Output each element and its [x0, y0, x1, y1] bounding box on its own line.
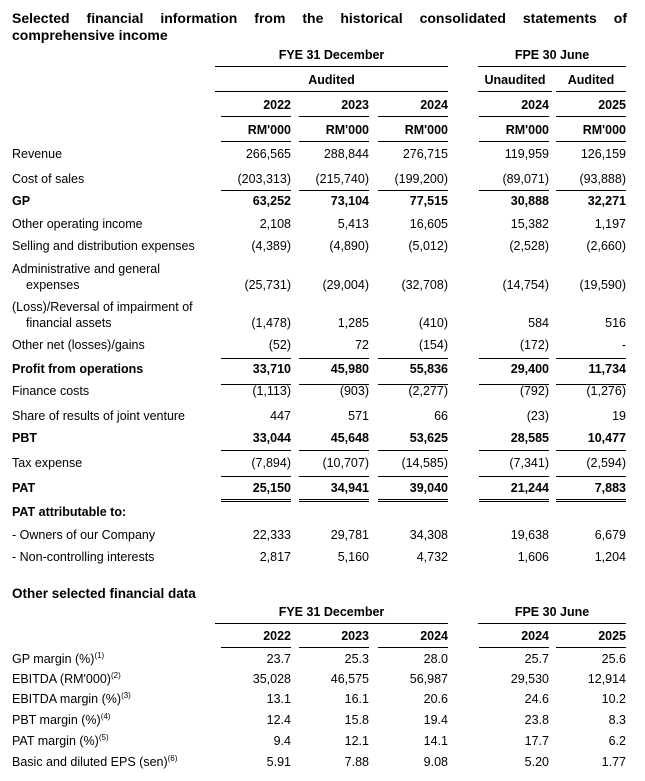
row-value: (1,113) — [252, 384, 291, 398]
row-label: Tax expense — [12, 456, 83, 470]
row-value: 126,159 — [580, 147, 626, 161]
row-value: - — [621, 338, 626, 352]
row-value: (792) — [519, 384, 549, 398]
row-label: PBT — [12, 431, 37, 445]
year-rule — [378, 116, 448, 117]
footnote-ref: (4) — [100, 711, 111, 721]
row-value: 45,648 — [330, 431, 369, 445]
other-label-text: GP margin (%) — [12, 652, 95, 666]
row-value: 119,959 — [504, 147, 549, 161]
other-heading: Other selected financial data — [12, 586, 196, 601]
other-row-value: 29,530 — [510, 672, 549, 686]
other-row-value: 23.8 — [524, 713, 549, 727]
row-value: 22,333 — [252, 528, 291, 542]
other-row-value: 20.6 — [423, 692, 448, 706]
other-row-value: 28.0 — [423, 652, 448, 666]
subtotal-rule — [378, 476, 448, 477]
header-audited-rule — [215, 91, 448, 92]
other-year: 2024 — [420, 629, 448, 643]
other-row-value: 35,028 — [252, 672, 291, 686]
header-audited-fpe: Audited — [567, 73, 615, 87]
subtotal-rule-2 — [299, 384, 369, 385]
other-row-value: 25.6 — [601, 652, 626, 666]
row-value: 29,400 — [510, 362, 549, 376]
subtotal-rule-2 — [479, 384, 549, 385]
header-unit: RM'000 — [404, 123, 448, 137]
header-year: 2024 — [521, 98, 549, 112]
subtotal-rule-2 — [556, 384, 626, 385]
subtotal-rule — [479, 499, 549, 502]
row-value: (1,478) — [251, 316, 291, 330]
header-unit: RM'000 — [505, 123, 549, 137]
row-value: 11,734 — [588, 362, 626, 376]
header-audited: Audited — [308, 73, 355, 87]
row-value: 2,108 — [259, 217, 291, 231]
header-audited-fpe-rule — [556, 91, 626, 92]
other-row-value: 9.4 — [273, 734, 291, 748]
other-row-value: 19.4 — [423, 713, 448, 727]
row-value: 77,515 — [409, 194, 448, 208]
row-label: - Owners of our Company — [12, 528, 156, 542]
other-row-value: 16.1 — [344, 692, 369, 706]
row-label-cont: financial assets — [26, 316, 112, 330]
row-value: (93,888) — [579, 172, 626, 186]
row-value: 584 — [528, 316, 549, 330]
other-row-value: 46,575 — [330, 672, 369, 686]
subtotal-rule — [479, 190, 549, 191]
other-row-value: 25.7 — [524, 652, 549, 666]
other-label-text: Basic and diluted EPS (sen) — [12, 755, 168, 769]
row-value: 45,980 — [330, 362, 369, 376]
other-row-value: 12.1 — [344, 734, 369, 748]
other-year-rule — [378, 647, 448, 648]
header-unit: RM'000 — [582, 123, 626, 137]
footnote-ref: (5) — [98, 732, 109, 742]
row-value: (2,660) — [586, 239, 626, 253]
year-rule — [299, 116, 369, 117]
row-value: 30,888 — [510, 194, 549, 208]
row-value: 73,104 — [330, 194, 369, 208]
row-value: 447 — [270, 409, 291, 423]
unit-rule — [556, 141, 626, 142]
row-label: Share of results of joint venture — [12, 409, 186, 423]
header-unit: RM'000 — [325, 123, 369, 137]
other-row-label — [12, 734, 109, 748]
subtotal-rule — [556, 476, 626, 477]
subtotal-rule — [479, 476, 549, 477]
row-value: 19,638 — [510, 528, 549, 542]
year-rule — [479, 116, 549, 117]
subtotal-rule-3 — [556, 450, 626, 451]
other-fpe-rule — [478, 623, 626, 624]
row-value: (4,890) — [329, 239, 369, 253]
subtotal-rule — [378, 499, 448, 502]
subtotal-rule — [556, 358, 626, 359]
row-value: (89,071) — [502, 172, 549, 186]
other-row-label — [12, 692, 131, 706]
row-value: 55,836 — [409, 362, 448, 376]
row-value: (52) — [268, 338, 291, 352]
subtotal-rule-3 — [299, 450, 369, 451]
row-value: (5,012) — [408, 239, 448, 253]
page-title: Selected financial information from the historical consolidated statements of — [12, 10, 627, 26]
header-year: 2022 — [263, 98, 291, 112]
header-unaudited: Unaudited — [484, 73, 546, 87]
header-year: 2025 — [598, 98, 626, 112]
row-value: 571 — [348, 409, 369, 423]
other-year-rule — [479, 647, 549, 648]
row-value: 39,040 — [409, 481, 448, 495]
subtotal-rule — [299, 476, 369, 477]
row-value: 29,781 — [330, 528, 369, 542]
row-value: 34,308 — [409, 528, 448, 542]
row-value: (172) — [519, 338, 549, 352]
other-row-value: 12.4 — [266, 713, 291, 727]
subtotal-rule — [299, 499, 369, 502]
other-row-value: 14.1 — [423, 734, 448, 748]
other-row-value: 7.88 — [344, 755, 369, 769]
row-label: Other net (losses)/gains — [12, 338, 145, 352]
other-row-value: 10.2 — [601, 692, 626, 706]
other-label-text: PBT margin (%) — [12, 713, 101, 727]
unit-rule — [378, 141, 448, 142]
header-fye-rule — [215, 66, 448, 67]
row-value: (23) — [526, 409, 549, 423]
row-value: (7,341) — [509, 456, 549, 470]
other-row-value: 56,987 — [409, 672, 448, 686]
row-value: (2,594) — [586, 456, 626, 470]
other-year: 2025 — [598, 629, 626, 643]
row-value: 1,606 — [517, 550, 549, 564]
row-value: (32,708) — [401, 278, 448, 292]
row-value: (2,528) — [509, 239, 549, 253]
other-row-value: 15.8 — [344, 713, 369, 727]
row-value: 15,382 — [510, 217, 549, 231]
row-value: 1,285 — [337, 316, 369, 330]
subtotal-rule-3 — [479, 450, 549, 451]
row-value: (7,894) — [251, 456, 291, 470]
unit-rule — [221, 141, 291, 142]
subtotal-rule — [556, 190, 626, 191]
subtotal-rule — [221, 476, 291, 477]
other-header-fye: FYE 31 December — [278, 605, 385, 619]
subtotal-rule — [221, 358, 291, 359]
row-label: (Loss)/Reversal of impairment of — [12, 300, 193, 314]
year-rule — [556, 116, 626, 117]
footnote-ref: (6) — [167, 753, 178, 763]
footnote-ref: (3) — [121, 690, 131, 700]
row-label: GP — [12, 194, 31, 208]
row-value: 1,197 — [594, 217, 626, 231]
row-label: PAT — [12, 481, 36, 495]
other-row-value: 5.20 — [524, 755, 549, 769]
row-value: (25,731) — [244, 278, 291, 292]
subtotal-rule — [378, 358, 448, 359]
other-row-value: 25.3 — [344, 652, 369, 666]
row-value: 516 — [605, 316, 626, 330]
row-value: (4,389) — [251, 239, 291, 253]
subtotal-rule — [221, 190, 291, 191]
header-fye: FYE 31 December — [278, 48, 385, 62]
other-row-value: 8.3 — [608, 713, 626, 727]
row-label: Cost of sales — [12, 172, 85, 186]
row-value: 33,710 — [252, 362, 291, 376]
row-value: 16,605 — [409, 217, 448, 231]
row-value: 63,252 — [252, 194, 291, 208]
header-unit: RM'000 — [247, 123, 291, 137]
footnote-ref: (1) — [94, 650, 105, 660]
other-label-text: EBITDA margin (%) — [12, 692, 122, 706]
row-value: 25,150 — [252, 481, 291, 495]
header-year: 2024 — [420, 98, 448, 112]
other-label-text: EBITDA (RM'000) — [12, 672, 111, 686]
page-title-line2: comprehensive income — [12, 27, 168, 43]
other-year-rule — [221, 647, 291, 648]
other-row-value: 17.7 — [524, 734, 549, 748]
other-row-label — [12, 652, 104, 666]
row-value: 7,883 — [594, 481, 626, 495]
row-value: 32,271 — [587, 194, 626, 208]
row-value: 5,413 — [337, 217, 369, 231]
row-value: 21,244 — [510, 481, 549, 495]
row-value: 1,204 — [594, 550, 626, 564]
row-value: (2,277) — [408, 384, 448, 398]
row-value: 5,160 — [337, 550, 369, 564]
row-value: (154) — [418, 338, 448, 352]
row-value: 34,941 — [330, 481, 369, 495]
subtotal-rule-3 — [378, 450, 448, 451]
subtotal-rule — [299, 190, 369, 191]
row-value: (1,276) — [586, 384, 626, 398]
other-year: 2023 — [341, 629, 369, 643]
row-value: 288,844 — [323, 147, 369, 161]
other-label-text: PAT margin (%) — [12, 734, 99, 748]
header-fpe-rule — [478, 66, 626, 67]
row-value: 72 — [355, 338, 369, 352]
row-label: Other operating income — [12, 217, 143, 231]
other-year-rule — [556, 647, 626, 648]
row-value: 266,565 — [245, 147, 291, 161]
subtotal-rule — [378, 190, 448, 191]
row-value: (203,313) — [237, 172, 291, 186]
other-row-value: 12,914 — [587, 672, 626, 686]
row-label: Profit from operations — [12, 362, 144, 376]
row-value: 66 — [434, 409, 448, 423]
row-label-cont: expenses — [26, 278, 80, 292]
row-value: 2,817 — [259, 550, 291, 564]
row-value: (10,707) — [322, 456, 369, 470]
row-value: (903) — [339, 384, 369, 398]
row-value: 53,625 — [409, 431, 448, 445]
year-rule — [221, 116, 291, 117]
row-value: (410) — [418, 316, 448, 330]
other-year-rule — [299, 647, 369, 648]
row-label: Finance costs — [12, 384, 90, 398]
other-year: 2024 — [521, 629, 549, 643]
other-row-label — [12, 672, 121, 686]
subtotal-rule-3 — [221, 450, 291, 451]
row-value: (199,200) — [394, 172, 448, 186]
row-value: (14,754) — [502, 278, 549, 292]
subtotal-rule-2 — [378, 384, 448, 385]
header-unaudited-rule — [478, 91, 552, 92]
row-label: PAT attributable to: — [12, 505, 127, 519]
row-value: 276,715 — [402, 147, 448, 161]
other-row-value: 6.2 — [608, 734, 626, 748]
row-value: (215,740) — [315, 172, 369, 186]
other-row-value: 23.7 — [266, 652, 291, 666]
subtotal-rule — [221, 499, 291, 502]
row-value: (29,004) — [322, 278, 369, 292]
other-row-label — [12, 713, 110, 727]
subtotal-rule — [479, 358, 549, 359]
other-row-value: 24.6 — [524, 692, 549, 706]
other-row-value: 9.08 — [423, 755, 448, 769]
row-value: 19 — [612, 409, 626, 423]
row-value: (19,590) — [579, 278, 626, 292]
row-value: 4,732 — [416, 550, 448, 564]
unit-rule — [299, 141, 369, 142]
header-year: 2023 — [341, 98, 369, 112]
other-year: 2022 — [263, 629, 291, 643]
other-row-value: 13.1 — [266, 692, 291, 706]
other-row-label — [12, 755, 177, 769]
row-value: 33,044 — [252, 431, 291, 445]
other-row-value: 5.91 — [266, 755, 291, 769]
other-header-fpe: FPE 30 June — [514, 605, 590, 619]
row-label: - Non-controlling interests — [12, 550, 155, 564]
unit-rule — [479, 141, 549, 142]
subtotal-rule — [556, 499, 626, 502]
footnote-ref: (2) — [110, 670, 121, 680]
row-value: 28,585 — [510, 431, 549, 445]
other-fye-rule — [215, 623, 448, 624]
row-label: Selling and distribution expenses — [12, 239, 195, 253]
subtotal-rule — [299, 358, 369, 359]
subtotal-rule-2 — [221, 384, 291, 385]
header-fpe: FPE 30 June — [514, 48, 590, 62]
row-value: (14,585) — [401, 456, 448, 470]
row-value: 6,679 — [594, 528, 626, 542]
row-value: 10,477 — [587, 431, 626, 445]
other-row-value: 1.77 — [601, 755, 626, 769]
row-label: Revenue — [12, 147, 63, 161]
row-label: Administrative and general — [12, 262, 160, 276]
